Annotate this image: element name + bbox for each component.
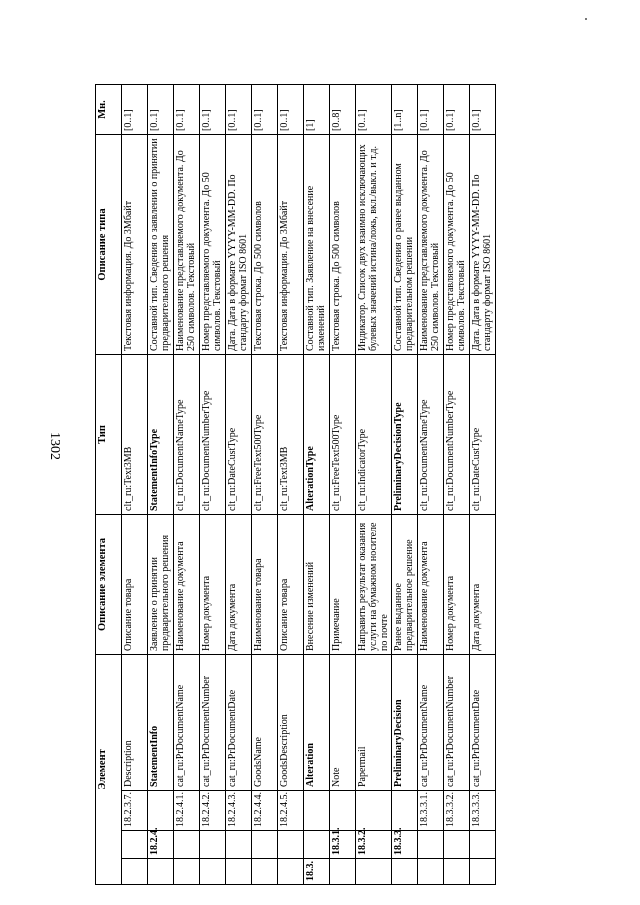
row-level1-number: 18.3.	[304, 859, 330, 885]
row-level2-number	[444, 831, 470, 859]
table-row	[392, 85, 418, 885]
row-type-description: Номер представляемого документа. До 50 символов. Текстовый	[444, 135, 470, 355]
table-row	[226, 85, 252, 885]
table-row	[470, 85, 496, 885]
row-element-name: cat_ru:PrDocumentNumber	[200, 655, 226, 791]
row-level3-number	[304, 791, 330, 831]
row-element-description: Дата документа	[470, 515, 496, 655]
row-level3-number: 18.2.4.3.	[226, 791, 252, 831]
row-type: PreliminaryDecisionType	[392, 355, 418, 515]
row-level3-number: 18.2.4.4.	[252, 791, 278, 831]
col-header-type-description: Описание типа	[96, 135, 122, 355]
row-element-description: Наименование товара	[252, 515, 278, 655]
row-level3-number	[148, 791, 174, 831]
row-type-description: Составной тип. Сведения о ранее выданном предварительном решении	[392, 135, 418, 355]
table-row	[148, 85, 174, 885]
row-element-name: GoodsDescription	[278, 655, 304, 791]
row-type: clt_ru:FreeText500Type	[330, 355, 356, 515]
row-element-description: Описание товара	[278, 515, 304, 655]
row-multiplicity: [0..1]	[252, 85, 278, 135]
table-row	[356, 85, 392, 885]
row-element-description: Номер документа	[444, 515, 470, 655]
row-element-description: Направить результат оказания услуги на бумажном носителе по почте	[356, 515, 392, 655]
row-type: clt_ru:DocumentNameType	[174, 355, 200, 515]
row-type-description: Наименование представляемого документа. До 250 символов. Текстовый	[418, 135, 444, 355]
row-element-description: Дата документа	[226, 515, 252, 655]
col-header-mn: Мн.	[96, 85, 122, 135]
row-type: clt_ru:DateCustType	[470, 355, 496, 515]
page-number: 1302	[47, 432, 62, 460]
row-level2-number	[200, 831, 226, 859]
row-type-description: Дата. Дата в формате YYYY-MM-DD. По стандарту формат ISO 8601	[470, 135, 496, 355]
row-multiplicity: [1]	[304, 85, 330, 135]
row-level1-number	[122, 859, 148, 885]
row-type-description: Составной тип. Сведения о заявлении о принятии предварительного решения	[148, 135, 174, 355]
row-type-description: Номер представляемого документа. До 50 символов. Текстовый	[200, 135, 226, 355]
row-type: clt_ru:Text3MB	[122, 355, 148, 515]
row-level1-number	[470, 859, 496, 885]
row-level2-number: 18.2.4.	[148, 831, 174, 859]
table-row	[200, 85, 226, 885]
row-element-description: Ранее выданное предварительное решение	[392, 515, 418, 655]
row-level1-number	[392, 859, 418, 885]
row-type: clt_ru:DateCustType	[226, 355, 252, 515]
row-element-description: Наименование документа	[174, 515, 200, 655]
col-header-description: Описание элемента	[96, 515, 122, 655]
row-level2-number	[122, 831, 148, 859]
row-level2-number: 18.3.3.	[392, 831, 418, 859]
row-element-name: Alteration	[304, 655, 330, 791]
row-element-name: cat_ru:PrDocumentDate	[470, 655, 496, 791]
row-type: clt_ru:DocumentNumberType	[444, 355, 470, 515]
row-type: clt_ru:FreeText500Type	[252, 355, 278, 515]
row-level3-number: 18.3.3.2.	[444, 791, 470, 831]
table-row	[122, 85, 148, 885]
row-multiplicity: [0..1]	[200, 85, 226, 135]
scan-speck	[585, 18, 587, 20]
header-row	[96, 85, 122, 885]
row-multiplicity: [0..1]	[356, 85, 392, 135]
row-type-description: Индикатор. Список двух взаимно исключающих булевых значений истина/ложь, вкл./выкл. и т.д.	[356, 135, 392, 355]
row-element-name: cat_ru:PrDocumentName	[174, 655, 200, 791]
row-type-description: Составной тип. Заявление на внесение изменений	[304, 135, 330, 355]
row-element-description: Заявление о принятии предварительного решения	[148, 515, 174, 655]
row-type-description: Наименование представляемого документа. До 250 символов. Текстовый	[174, 135, 200, 355]
table-row	[330, 85, 356, 885]
row-level1-number	[200, 859, 226, 885]
row-level1-number	[226, 859, 252, 885]
row-element-description: Наименование документа	[418, 515, 444, 655]
row-level2-number	[278, 831, 304, 859]
row-element-name: Description	[122, 655, 148, 791]
row-level1-number	[252, 859, 278, 885]
row-element-name: cat_ru:PrDocumentNumber	[444, 655, 470, 791]
row-level3-number: 18.2.4.2.	[200, 791, 226, 831]
row-level2-number: 18.3.1.	[330, 831, 356, 859]
row-type-description: Текстовая строка. До 500 символов	[330, 135, 356, 355]
rotated-table-wrapper	[95, 85, 555, 885]
table-row	[304, 85, 330, 885]
row-type-description: Текстовая информация. До 3Мбайт	[278, 135, 304, 355]
row-type: StatementInfoType	[148, 355, 174, 515]
row-level2-number	[252, 831, 278, 859]
table-body	[122, 85, 496, 885]
row-level3-number: 18.3.3.1.	[418, 791, 444, 831]
row-level3-number: 18.2.4.1.	[174, 791, 200, 831]
row-level1-number	[356, 859, 392, 885]
table-row	[444, 85, 470, 885]
row-multiplicity: [0..1]	[148, 85, 174, 135]
table-row	[252, 85, 278, 885]
row-type-description: Текстовая строка. До 500 символов	[252, 135, 278, 355]
row-element-description: Номер документа	[200, 515, 226, 655]
row-level1-number	[278, 859, 304, 885]
row-level3-number: 18.2.4.5.	[278, 791, 304, 831]
row-element-description: Примечание	[330, 515, 356, 655]
row-type: clt_ru:IndicatorType	[356, 355, 392, 515]
row-multiplicity: [0..1]	[278, 85, 304, 135]
table-row	[278, 85, 304, 885]
row-level2-number: 18.3.2.	[356, 831, 392, 859]
row-element-name: Papermail	[356, 655, 392, 791]
row-multiplicity: [0..1]	[470, 85, 496, 135]
row-element-name: Note	[330, 655, 356, 791]
row-type-description: Дата. Дата в формате YYYY-MM-DD. По стандарту формат ISO 8601	[226, 135, 252, 355]
row-level3-number: 18.3.3.3.	[470, 791, 496, 831]
row-type-description: Текстовая информация. До 3Мбайт	[122, 135, 148, 355]
schema-table	[95, 84, 496, 885]
row-element-name: cat_ru:PrDocumentName	[418, 655, 444, 791]
row-type: clt_ru:Text3MB	[278, 355, 304, 515]
row-multiplicity: [0..1]	[444, 85, 470, 135]
row-element-name: PreliminaryDecision	[392, 655, 418, 791]
row-level2-number	[418, 831, 444, 859]
row-level2-number	[304, 831, 330, 859]
row-element-name: cat_ru:PrDocumentDate	[226, 655, 252, 791]
row-level3-number: 18.2.3.7.	[122, 791, 148, 831]
row-level3-number	[330, 791, 356, 831]
row-level2-number	[470, 831, 496, 859]
row-level1-number	[148, 859, 174, 885]
row-level1-number	[174, 859, 200, 885]
row-level2-number	[226, 831, 252, 859]
col-header-element: Элемент	[96, 655, 122, 885]
row-type: clt_ru:DocumentNameType	[418, 355, 444, 515]
table-row	[174, 85, 200, 885]
row-element-name: GoodsName	[252, 655, 278, 791]
row-level3-number	[392, 791, 418, 831]
table-row	[418, 85, 444, 885]
row-element-name: StatementInfo	[148, 655, 174, 791]
row-element-description: Внесение изменений	[304, 515, 330, 655]
row-multiplicity: [1..n]	[392, 85, 418, 135]
row-multiplicity: [0..8]	[330, 85, 356, 135]
col-header-type: Тип	[96, 355, 122, 515]
row-level3-number	[356, 791, 392, 831]
row-type: clt_ru:DocumentNumberType	[200, 355, 226, 515]
row-element-description: Описание товара	[122, 515, 148, 655]
row-level1-number	[444, 859, 470, 885]
row-multiplicity: [0..1]	[418, 85, 444, 135]
row-level2-number	[174, 831, 200, 859]
row-level1-number	[330, 859, 356, 885]
row-multiplicity: [0..1]	[174, 85, 200, 135]
row-level1-number	[418, 859, 444, 885]
row-multiplicity: [0..1]	[226, 85, 252, 135]
row-type: AlterationType	[304, 355, 330, 515]
row-multiplicity: [0..1]	[122, 85, 148, 135]
